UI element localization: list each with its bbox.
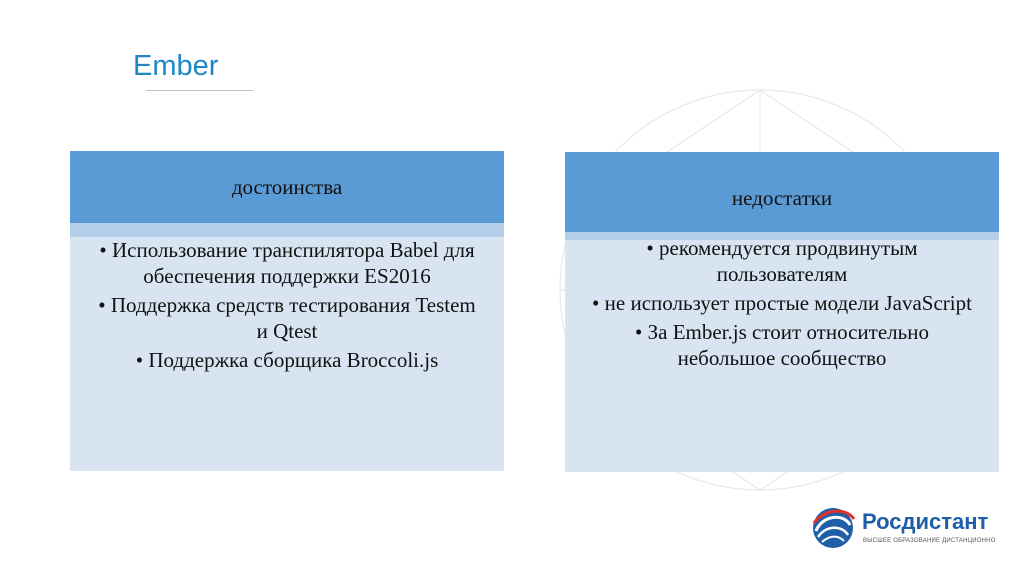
cons-list [565,235,999,374]
pros-heading: достоинства [70,151,504,223]
cons-item: • рекомендуется продвинутым пользователям [587,235,977,287]
pros-item: • Поддержка сборщика Broccoli.js [92,347,482,373]
cons-heading: недостатки [565,152,999,232]
rosdistant-swirl-logo-icon [810,505,856,551]
pros-card [70,151,504,471]
slide-title: Ember [133,50,219,82]
pros-body [70,237,504,471]
cons-item: • За Ember.js стоит относительно небольшое сообщество [587,319,977,371]
cons-body [565,236,999,472]
pros-item: • Поддержка средств тестирования Testem и Qtest [92,292,482,344]
title-underline [146,90,253,91]
pros-item: • Использование транспилятора Babel для обеспечения поддержки ES2016 [92,237,482,289]
logo-name: Росдистант [862,509,989,534]
cons-item: • не использует простые модели JavaScript [587,290,977,316]
pros-heading-strip [70,223,504,237]
cons-card [565,152,999,472]
pros-list [70,237,504,376]
rosdistant-logo [810,505,1000,555]
logo-tagline: ВЫСШЕЕ ОБРАЗОВАНИЕ ДИСТАНЦИОННО [863,538,996,544]
